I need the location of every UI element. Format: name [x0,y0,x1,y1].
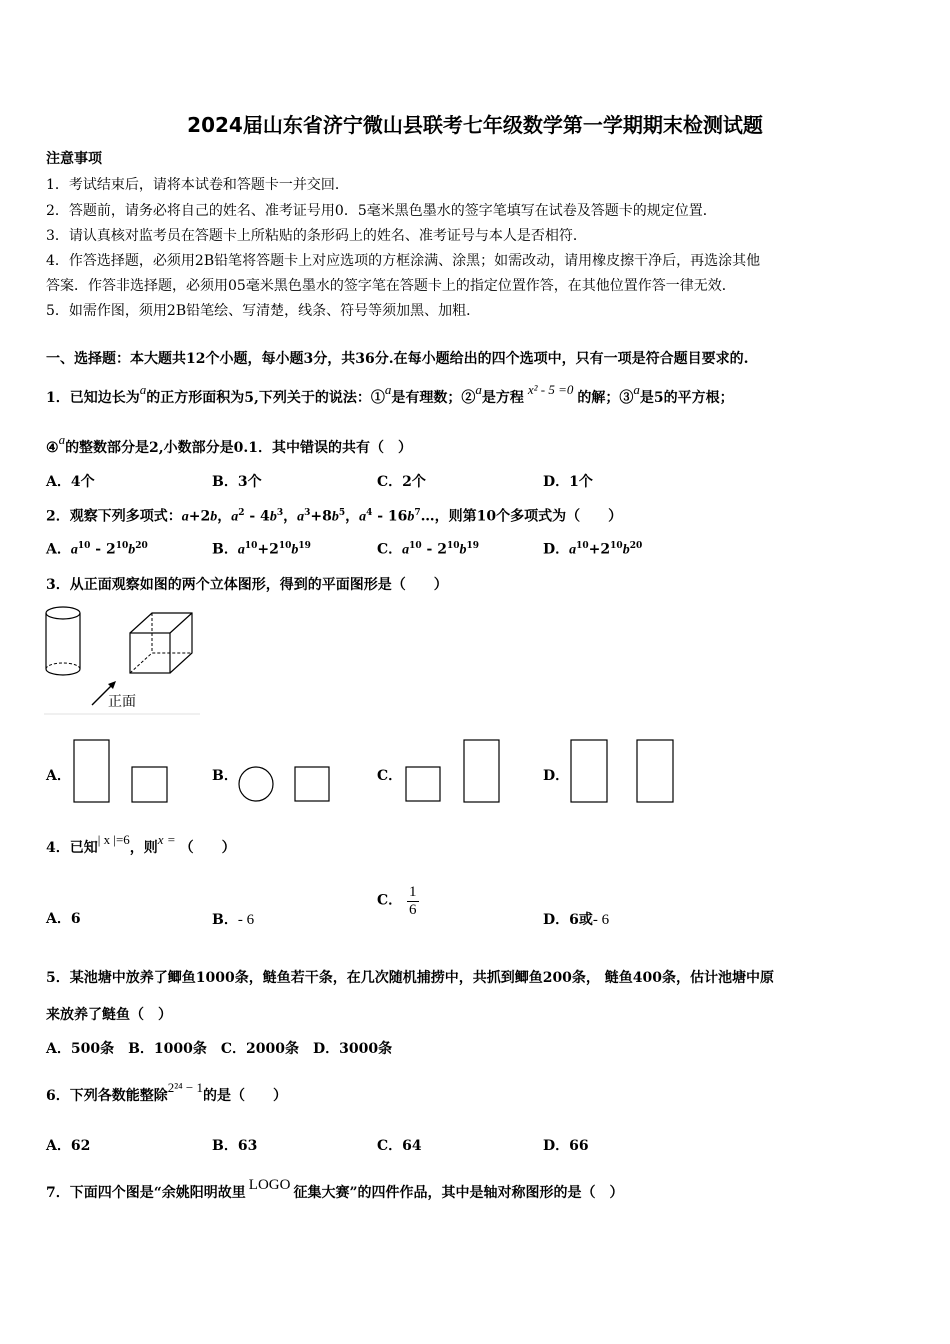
option-d: D．6或- 6 [543,912,610,928]
option-d: D．1个 [543,474,593,490]
notice-item: 1．考试结束后，请将本试卷和答题卡一并交回． [46,177,349,193]
question-1-line-1: 1．已知边长为a的正方形面积为5,下列关于的说法：①a是有理数；②a是方程x² - 5 =0的解；③a是5的平方根； [46,382,734,406]
notice-item: 答案．作答非选择题，必须用05毫米黑色墨水的签字笔在答题卡上的指定位置作答，在其他位置作答一律无效． [46,278,736,294]
option-a: A．4个 [46,474,95,490]
question-5-line-2: 来放养了鲢鱼（ ） [46,1007,172,1023]
option-d-label: D． [543,768,570,784]
option-c: C．$a^{10} - 2^{10}b^{19}$ [377,541,480,558]
option-c: C．64 [377,1138,422,1154]
question-7-stem: 7．下面四个图是“余姚阳明故里 LOGO 征集大赛”的四件作品，其中是轴对称图形的是（ ） [46,1177,624,1201]
notice-heading: 注意事项 [46,151,102,167]
option-a-figure [72,738,174,804]
option-c: C． $\frac{1}{6}$ [377,884,417,918]
option-b-label: B． [212,768,238,784]
option-d-figure [568,738,678,804]
option-d: D．66 [543,1138,589,1154]
option-b: B．- 6 [212,912,255,928]
option-b: B．3个 [212,474,262,490]
question-1-line-2: ④a的整数部分是2,小数部分是0.1．其中错误的共有（ ） [46,432,413,456]
question-5-line-1: 5．某池塘中放养了鲫鱼1000条，鲢鱼若干条，在几次随机捕捞中，共抓到鲫鱼200条， 鲢鱼400条，估计池塘中原 [46,970,775,986]
option-c-figure [404,738,504,804]
notice-item: 3．请认真核对监考员在答题卡上所粘贴的条形码上的姓名、准考证号与本人是否相符． [46,228,587,244]
question-5-options: A．500条 B．1000条 C．2000条 D．3000条 [46,1041,393,1057]
option-c: C．2个 [377,474,426,490]
notice-item: 5．如需作图，须用2B铅笔绘、写清楚，线条、符号等须加黑、加粗． [46,303,481,319]
option-a: A．62 [46,1138,91,1154]
option-b: B．$a^{10}+2^{10}b^{19}$ [212,541,311,558]
option-b: B．63 [212,1138,258,1154]
option-a: A．$a^{10} - 2^{10}b^{20}$ [46,541,148,558]
fraction: $\frac{1}{6}$ [409,884,417,918]
page-title: 2024届山东省济宁微山县联考七年级数学第一学期期末检测试题 [187,113,763,137]
notice-item: 2．答题前，请务必将自己的姓名、准考证号用0．5毫米黑色墨水的签字笔填写在试卷及答题卡的规定位置． [46,203,717,219]
front-label: 正面 [108,693,136,709]
option-b-figure [236,764,334,804]
option-a: A．6 [46,911,81,927]
question-3-stem: 3．从正面观察如图的两个立体图形，得到的平面图形是（ ） [46,577,448,593]
question-2-stem: 2．观察下列多项式：a+2b，$a^2 - 4b^3$，$a^3+8b^5$，$a^4$ - $16b^7\dots$，则第10个多项式为（ ） [46,508,623,525]
option-c-label: C． [377,768,403,784]
option-d: D．$a^{10}+2^{10}b^{20}$ [543,541,643,558]
option-a-label: A． [46,768,71,784]
question-4-stem: 4．已知| x |=6，则x =（ ） [46,832,236,856]
notice-item: 4．作答选择题，必须用2B铅笔将答题卡上对应选项的方框涂满、涂黑；如需改动，请用橡皮擦干净后，再选涂其他 [46,253,761,269]
question-6-stem: 6．下列各数能整除2²⁴ − 1的是（ ） [46,1080,288,1104]
section-heading: 一、选择题：本大题共12个小题，每小题3分，共36分.在每小题给出的四个选项中，只有一项是符合题目要求的. [46,351,749,367]
